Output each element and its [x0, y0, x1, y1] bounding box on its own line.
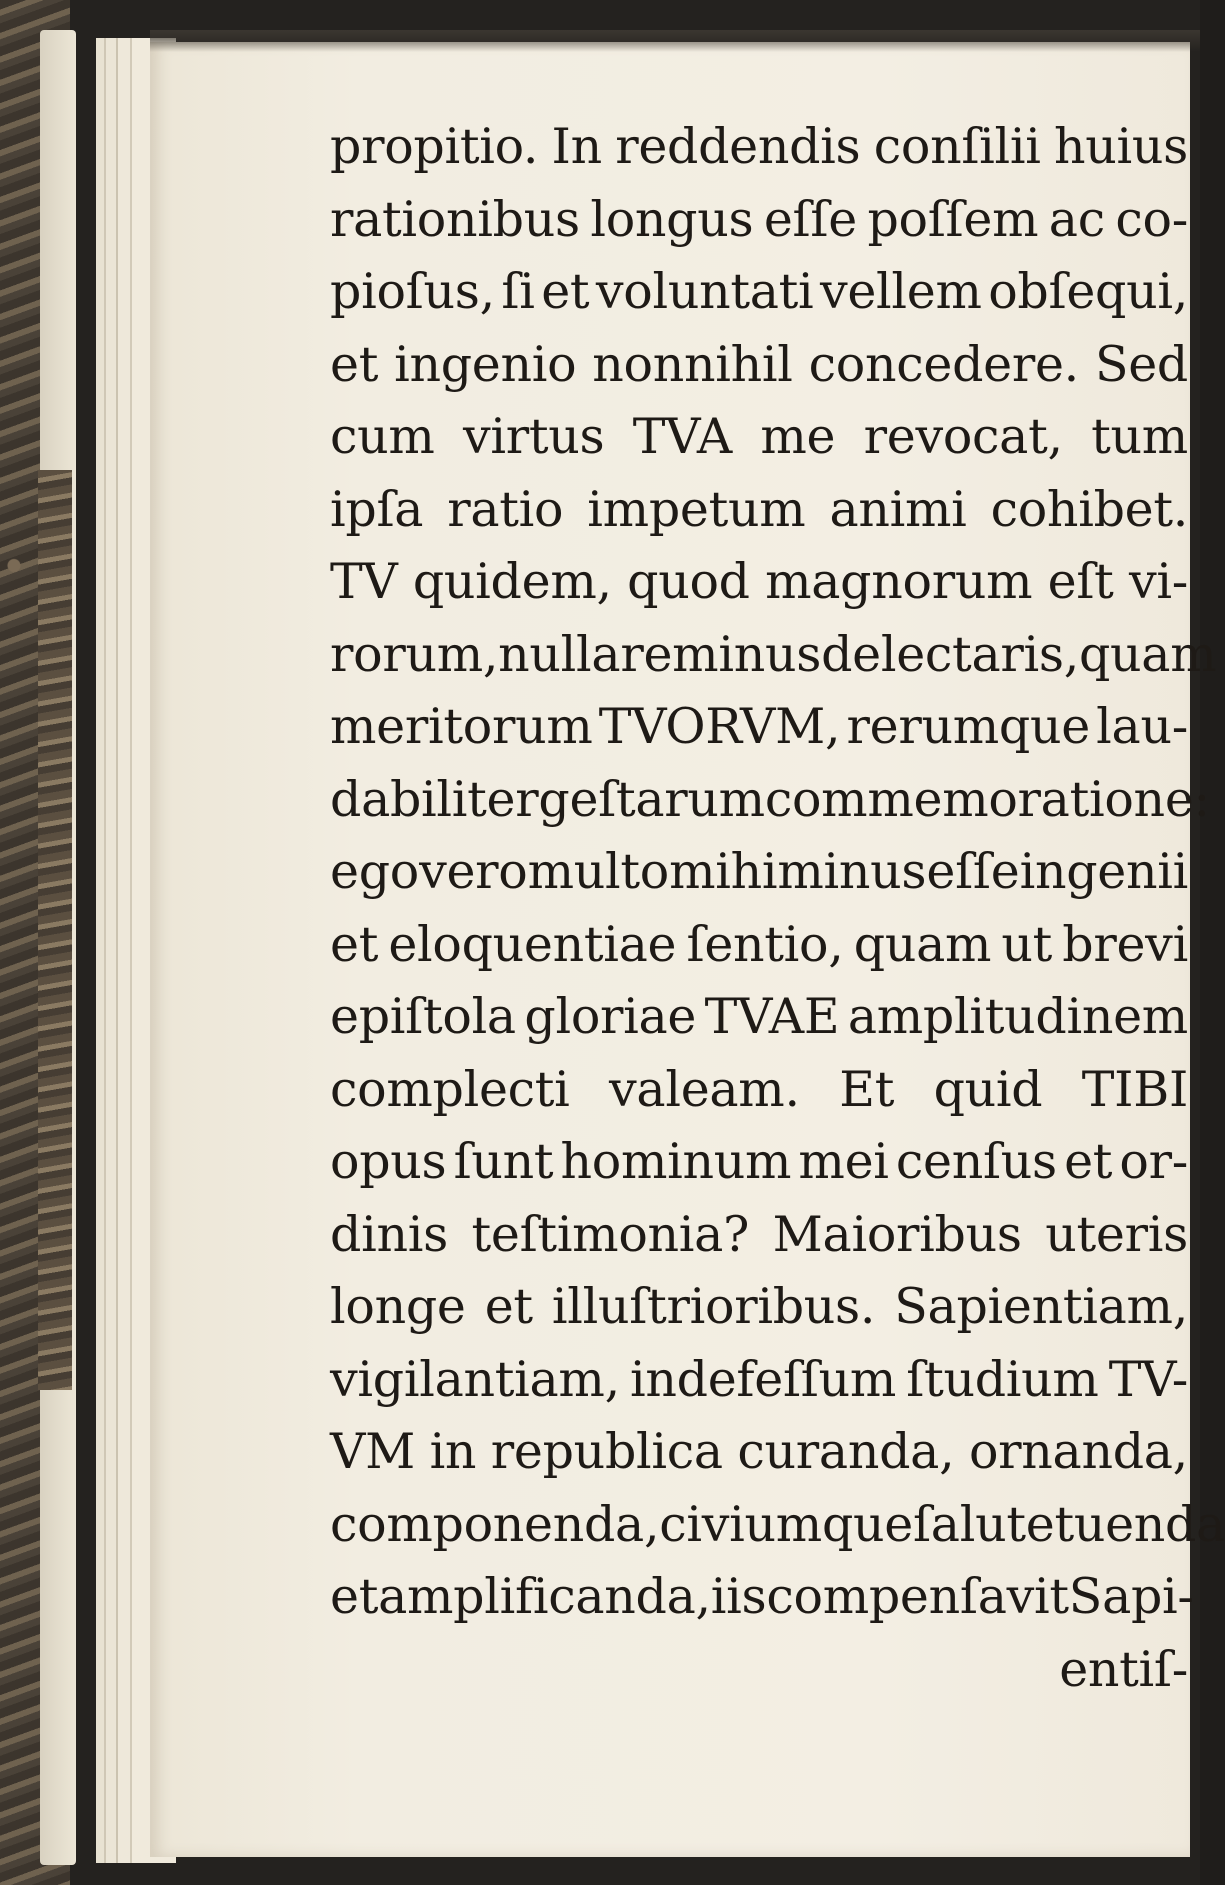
word: or-: [1119, 1133, 1188, 1190]
word: ac: [1048, 190, 1105, 248]
word: pioſus,: [330, 263, 495, 320]
word: cohibet.: [990, 480, 1188, 538]
word: poſſem: [867, 190, 1039, 248]
word: eſſe: [763, 190, 857, 248]
word: concedere.: [808, 335, 1079, 393]
word: TVORVM,: [598, 698, 841, 755]
word: delectaris,: [821, 625, 1079, 683]
word: uteris: [1045, 1205, 1188, 1263]
word: et: [330, 915, 379, 973]
word: quod: [627, 553, 750, 610]
word: hominum: [560, 1133, 792, 1190]
word: meritorum: [330, 698, 593, 755]
word: virtus: [462, 408, 605, 465]
word: geſtarum: [538, 770, 765, 828]
word: et: [1064, 1133, 1113, 1190]
word: ſalute: [912, 1495, 1055, 1553]
word: multo: [527, 843, 669, 900]
word: vero: [419, 843, 528, 900]
text-line: [330, 770, 1210, 844]
word: rerumque: [846, 698, 1090, 755]
word: me: [760, 408, 836, 465]
text-line: [330, 1495, 1225, 1569]
word: dinis: [330, 1205, 448, 1263]
text-line: [330, 1206, 1188, 1279]
word: ornanda,: [968, 1423, 1188, 1480]
word: co-: [1115, 190, 1188, 248]
word: vi-: [1128, 553, 1188, 610]
text-line: [330, 1133, 1188, 1206]
word: illuſtrioribus.: [551, 1278, 876, 1335]
word: longe: [330, 1278, 466, 1335]
text-line: [330, 336, 1188, 409]
catchword-line: [330, 1641, 1188, 1714]
word: opus: [330, 1133, 447, 1190]
text-line: [330, 1061, 1188, 1134]
word: quid: [933, 1060, 1043, 1118]
text-line: [330, 625, 1217, 699]
word: nulla: [498, 625, 621, 683]
word: gloriae: [524, 988, 697, 1045]
word: in: [429, 1423, 477, 1480]
word: huius: [1054, 118, 1188, 175]
word: revocat,: [863, 408, 1063, 465]
word: iis: [710, 1568, 767, 1625]
word: animi: [829, 480, 967, 538]
word: lau-: [1096, 698, 1188, 755]
catchword: entiſ-: [1059, 1640, 1188, 1698]
word: ut: [1001, 915, 1053, 973]
word: In: [551, 118, 602, 175]
word: rationibus: [330, 190, 580, 248]
word: commemoratione:: [764, 770, 1210, 828]
word: et: [541, 263, 590, 320]
text-line: [330, 191, 1188, 264]
word: Et: [839, 1060, 895, 1118]
word: et: [330, 335, 379, 393]
word: tuenda: [1054, 1495, 1225, 1553]
word: minus: [672, 625, 822, 683]
word: TV-: [1108, 1350, 1188, 1408]
word: nonnihil: [592, 335, 793, 393]
text-line: [330, 481, 1188, 554]
text-lines: [330, 118, 1225, 1641]
text-line: [330, 988, 1188, 1061]
word: et: [484, 1278, 533, 1335]
word: TV: [330, 553, 398, 610]
word: ingenio: [394, 335, 577, 393]
word: conſilii: [873, 118, 1041, 175]
word: TVA: [632, 408, 732, 465]
word: quam: [1078, 625, 1217, 683]
word: propitio.: [330, 118, 539, 175]
word: compenſavit: [766, 1568, 1069, 1625]
word: VM: [330, 1423, 415, 1480]
word: ipſa: [330, 480, 424, 538]
text-line: [330, 843, 1188, 916]
word: longus: [590, 190, 754, 248]
body-text: [330, 118, 1225, 1713]
word: reddendis: [615, 118, 861, 175]
word: mihi: [669, 843, 778, 900]
word: ſi: [501, 263, 535, 320]
word: Sapi-: [1068, 1568, 1194, 1625]
word: amplificanda,: [378, 1568, 711, 1625]
text-line: [330, 1351, 1188, 1424]
text-line: [330, 553, 1188, 626]
word: vellem: [819, 263, 982, 320]
word: quidem,: [412, 553, 612, 610]
board-marble-patch: [38, 470, 72, 1390]
word: re: [620, 625, 673, 683]
word: amplitudinem: [847, 988, 1188, 1045]
word: curanda,: [737, 1423, 955, 1480]
word: Sapientiam,: [894, 1278, 1188, 1335]
text-line: [330, 408, 1188, 481]
text-line: [330, 698, 1188, 771]
text-line: [330, 118, 1188, 191]
word: Sed: [1094, 335, 1188, 393]
word: cum: [330, 408, 435, 465]
word: eſſe: [926, 843, 1020, 900]
word: epiſtola: [330, 988, 516, 1045]
word: valeam.: [609, 1060, 800, 1118]
word: et: [330, 1568, 379, 1625]
text-line: [330, 263, 1188, 336]
word: ingenii: [1019, 843, 1188, 900]
word: republica: [490, 1423, 723, 1480]
text-line: [330, 1423, 1188, 1496]
word: magnorum: [765, 553, 1033, 610]
word: eloquentiae: [388, 915, 677, 973]
word: ſtudium: [906, 1350, 1099, 1408]
word: ſentio,: [686, 915, 844, 973]
word: cenſus: [895, 1133, 1057, 1190]
word: dabiliter: [330, 770, 539, 828]
text-line: [330, 916, 1188, 989]
word: minus: [777, 843, 927, 900]
word: indefeſſum: [630, 1350, 897, 1408]
word: brevi: [1062, 915, 1188, 973]
word: voluntati: [595, 263, 814, 320]
word: quam: [853, 915, 992, 973]
word: eſt: [1047, 553, 1114, 610]
text-line: [330, 1278, 1188, 1351]
word: vigilantiam,: [330, 1350, 620, 1408]
word: teſtimonia?: [471, 1205, 750, 1263]
top-shadow: [150, 30, 1200, 52]
word: componenda,: [330, 1495, 660, 1553]
word: TIBI: [1081, 1060, 1188, 1118]
word: impetum: [587, 480, 806, 538]
word: Maioribus: [772, 1205, 1022, 1263]
word: rorum,: [330, 625, 499, 683]
word: obſequi,: [988, 263, 1188, 320]
word: TVAE: [704, 988, 840, 1045]
word: ego: [330, 843, 419, 900]
word: ratio: [447, 480, 564, 538]
word: civiumque: [659, 1495, 913, 1553]
text-line: [330, 1568, 1194, 1641]
word: tum: [1091, 408, 1188, 465]
word: complecti: [330, 1060, 570, 1118]
word: ſunt: [453, 1133, 554, 1190]
word: mei: [798, 1133, 889, 1190]
